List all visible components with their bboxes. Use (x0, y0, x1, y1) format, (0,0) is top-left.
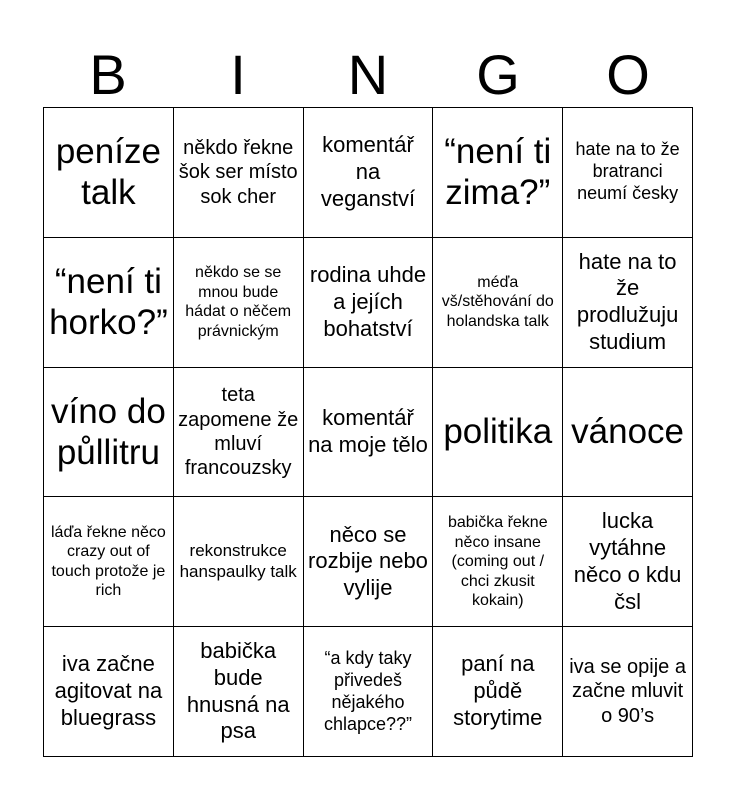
cell-text: vánoce (571, 412, 685, 452)
cell-text: lucka vytáhne něco o kdu čsl (573, 508, 682, 614)
cell-text: “a kdy taky přivedeš nějakého chlapce??” (323, 647, 413, 734)
bingo-cell[interactable] (433, 108, 563, 238)
cell-text: méďa vš/stěhování do holandska talk (441, 273, 554, 330)
cell-text: peníze talk (55, 132, 161, 213)
bingo-cell[interactable] (174, 497, 304, 627)
bingo-cell[interactable] (563, 627, 693, 757)
bingo-cell[interactable] (44, 238, 174, 368)
bingo-cell[interactable] (433, 368, 563, 498)
cell-text: láďa řekne něco crazy out of touch protože je rich (51, 523, 166, 600)
bingo-cell[interactable] (433, 497, 563, 627)
cell-text: komentář na veganství (320, 132, 416, 211)
bingo-cell[interactable] (44, 627, 174, 757)
cell-text: “není ti horko?” (49, 261, 168, 343)
bingo-cell[interactable] (304, 497, 434, 627)
bingo-cell[interactable] (44, 108, 174, 238)
bingo-cell[interactable] (44, 368, 174, 498)
bingo-header (43, 42, 693, 108)
bingo-cell[interactable] (304, 238, 434, 368)
bingo-cell[interactable] (563, 108, 693, 238)
cell-text: babička bude hnusná na psa (186, 637, 290, 744)
cell-text: iva se opije a začne mluvit o 90’s (569, 656, 686, 727)
bingo-cell[interactable] (304, 627, 434, 757)
bingo-cell[interactable] (563, 368, 693, 498)
bingo-cell[interactable] (174, 627, 304, 757)
cell-text: něco se rozbije nebo vylije (308, 521, 428, 601)
cell-text: někdo se se mnou bude hádat o něčem právnickým (185, 264, 292, 340)
cell-text: hate na to že prodlužuju studium (576, 248, 679, 355)
header-letter-b: B (89, 43, 127, 106)
bingo-cell[interactable] (563, 238, 693, 368)
bingo-card-grid (43, 107, 693, 757)
cell-text: politika (443, 412, 553, 452)
header-letter-o: O (606, 43, 650, 106)
cell-text: paní na půdě storytime (453, 651, 543, 730)
cell-text: iva začne agitovat na bluegrass (54, 651, 163, 730)
bingo-cell[interactable] (174, 368, 304, 498)
cell-text: rekonstrukce hanspaulky talk (179, 541, 297, 581)
cell-text: někdo řekne šok ser místo sok cher (178, 136, 298, 208)
bingo-cell[interactable] (304, 368, 434, 498)
bingo-cell[interactable] (174, 238, 304, 368)
bingo-cell[interactable] (433, 627, 563, 757)
bingo-cell[interactable] (174, 108, 304, 238)
bingo-cell[interactable] (563, 497, 693, 627)
bingo-cell[interactable] (304, 108, 434, 238)
cell-text: komentář na moje tělo (308, 405, 428, 457)
header-letter-n: N (347, 43, 389, 106)
cell-text: hate na to že bratranci neumí česky (575, 139, 680, 204)
header-letter-g: G (476, 43, 520, 106)
header-letter-i: I (230, 43, 246, 106)
cell-text: babička řekne něco insane (coming out / chci zkusit kokain) (447, 514, 548, 610)
cell-text: “není ti zima?” (444, 132, 552, 213)
bingo-cell[interactable] (433, 238, 563, 368)
cell-text: teta zapomene že mluví francouzsky (178, 384, 299, 480)
bingo-cell[interactable] (44, 497, 174, 627)
cell-text: rodina uhde a jejích bohatství (309, 261, 427, 341)
cell-text: víno do půllitru (50, 391, 166, 472)
